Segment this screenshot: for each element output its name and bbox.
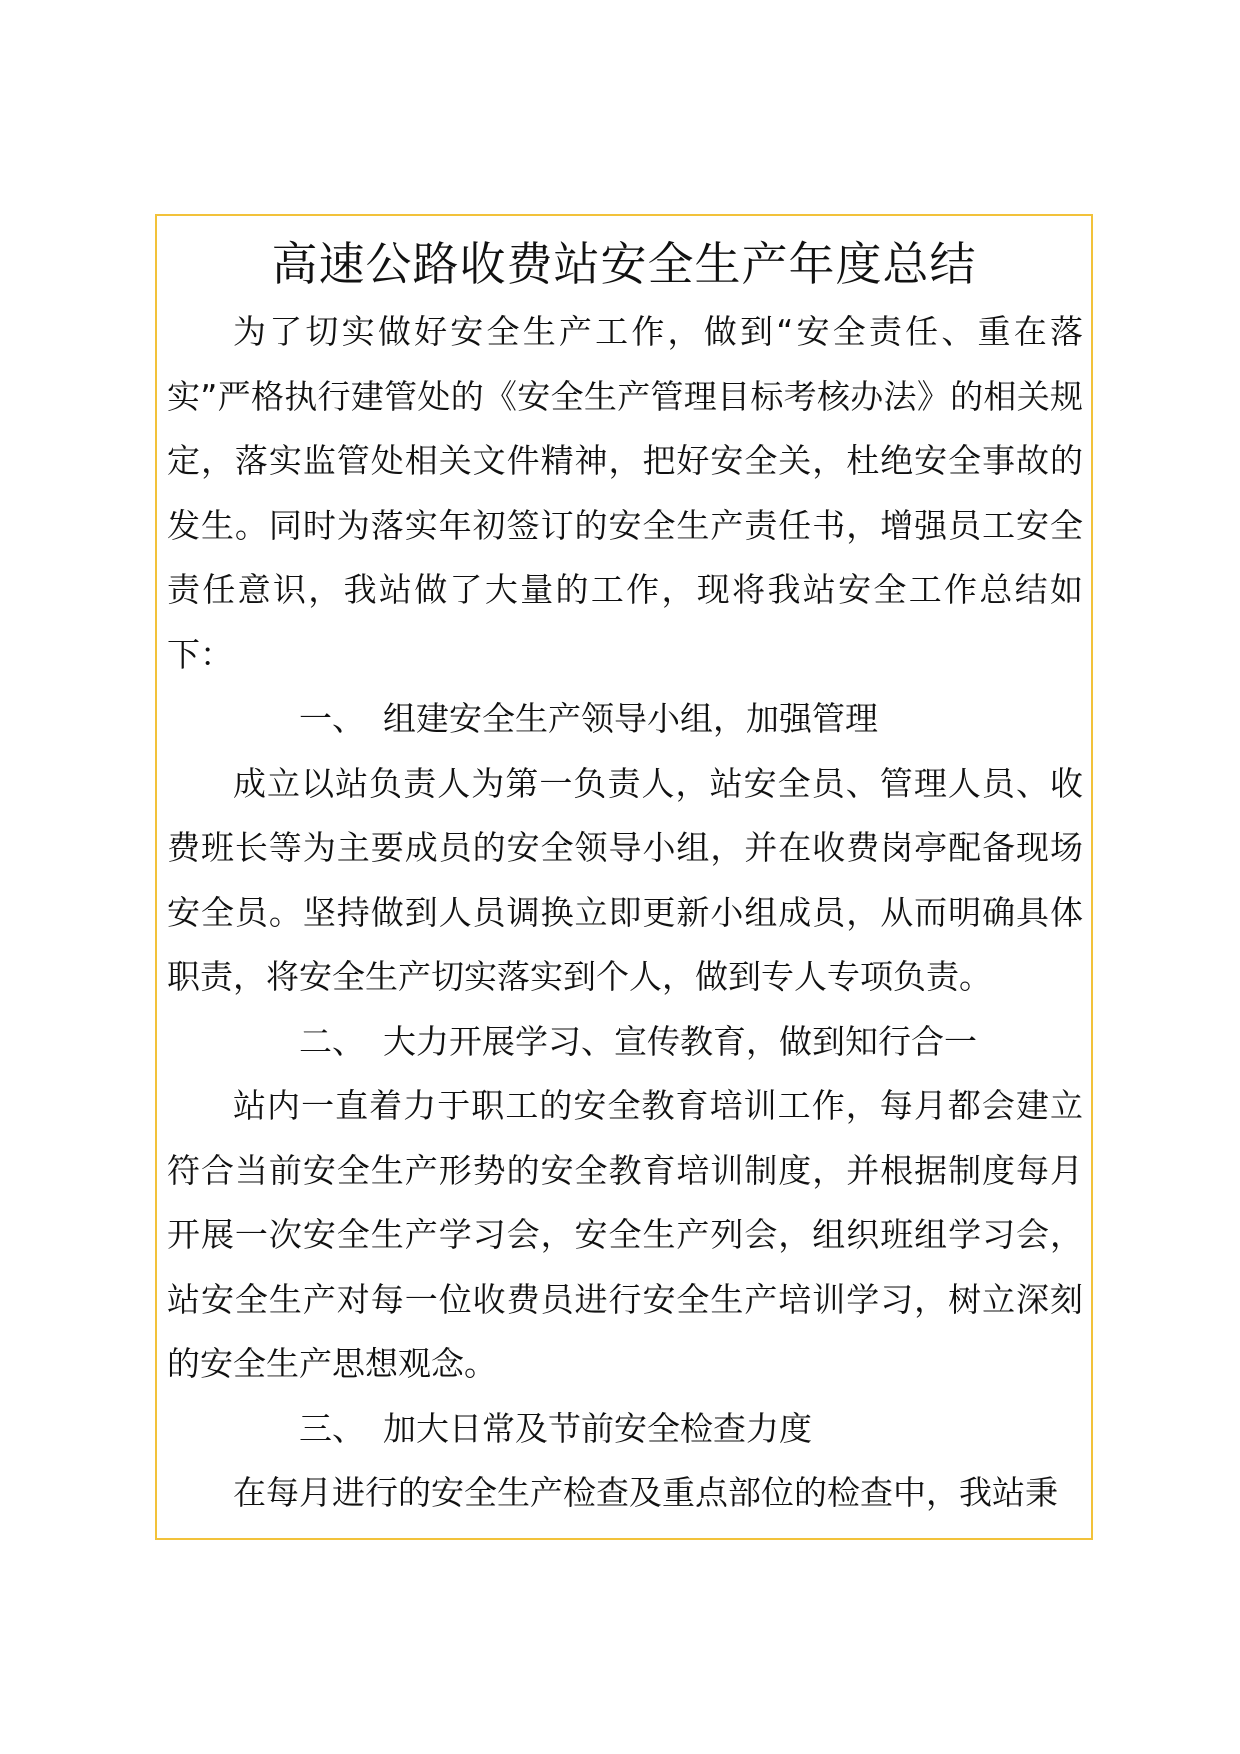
section-number-3: 三、 [299, 1408, 365, 1448]
section-heading-3 [167, 1397, 1083, 1462]
document-title: 高速公路收费站安全生产年度总结 [271, 237, 977, 291]
section-heading-1 [167, 687, 1083, 752]
section-number-1: 一、 [299, 699, 365, 738]
section-number-2: 二、 [299, 1021, 365, 1061]
section-heading-text-3: 加大日常及节前安全检查力度 [383, 1408, 812, 1448]
section-body-3: 在每月进行的安全生产检查及重点部位的检查中，我站秉 [233, 1473, 1058, 1512]
section-body-1: 成立以站负责人为第一负责人，站安全员、管理人员、收费班长等为主要成员的安全领导小组，并在收费岗亭配备现场安全员。坚持做到人员调换立即更新小组成员，从而明确具体职责，将安全生产切实落实到个人，做到专人专项负责。 [167, 763, 1083, 996]
intro-paragraph: 为了切实做好安全生产工作，做到“安全责任、重在落实”严格执行建管处的《安全生产管理目标考核办法》的相关规定，落实监管处相关文件精神，把好安全关，杜绝安全事故的发生。同时为落实年初签订的安全生产责任书，增强员工安全责任意识，我站做了大量的工作，现将我站安全工作总结如下： [167, 312, 1083, 674]
section-heading-text-1: 组建安全生产领导小组，加强管理 [383, 699, 878, 738]
document-body [167, 300, 1083, 1526]
section-body-2: 站内一直着力于职工的安全教育培训工作，每月都会建立符合当前安全生产形势的安全教育培训制度，并根据制度每月开展一次安全生产学习会，安全生产列会，组织班组学习会，站安全生产对每一位收费员进行安全生产培训学习，树立深刻的安全生产思想观念。 [167, 1086, 1083, 1383]
document-frame [155, 214, 1093, 1540]
section-heading-text-2: 大力开展学习、宣传教育，做到知行合一 [383, 1021, 977, 1061]
section-heading-2 [167, 1010, 1083, 1075]
